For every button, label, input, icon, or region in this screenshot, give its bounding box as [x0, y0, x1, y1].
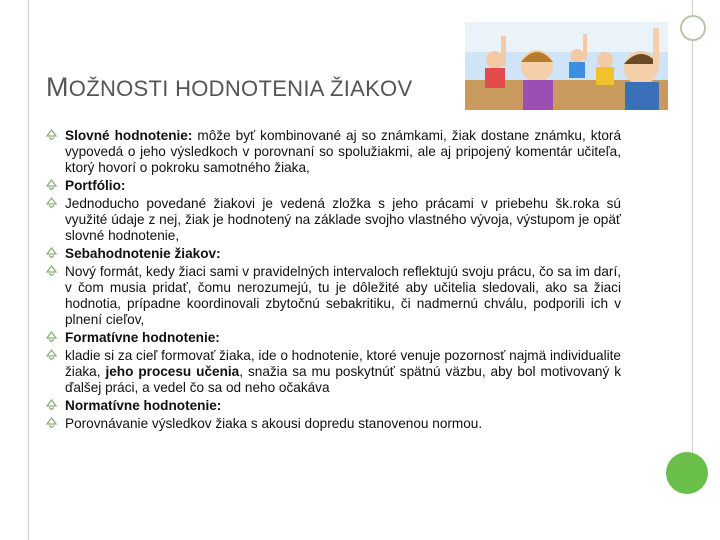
list-item — [46, 196, 621, 244]
bullet-icon — [46, 129, 57, 140]
decorative-circle-bottom — [666, 452, 708, 494]
list-item — [46, 178, 621, 194]
slide-frame-left — [28, 0, 29, 540]
bullet-icon — [46, 197, 57, 208]
slide-title: MOŽNOSTI HODNOTENIA ŽIAKOV — [46, 72, 413, 102]
bullet-icon — [46, 349, 57, 360]
item-term: Formatívne hodnotenie: — [65, 330, 220, 345]
slide-frame-right — [692, 0, 693, 478]
item-term: Sebahodnotenie žiakov: — [65, 246, 221, 261]
item-term: Slovné hodnotenie: — [65, 128, 193, 143]
list-item — [46, 264, 621, 328]
item-term: Portfólio: — [65, 178, 126, 193]
bullet-icon — [46, 417, 57, 428]
decorative-circle-top — [680, 15, 706, 41]
item-text: kladie si za cieľ formovať žiaka, ide o hodnotenie, ktoré venuje pozornosť najmä individualite žiaka, — [65, 348, 621, 379]
list-item — [46, 416, 621, 432]
bullet-list — [46, 128, 621, 434]
bullet-icon — [46, 399, 57, 410]
list-item — [46, 398, 621, 414]
item-text: môže byť kombinované aj so známkami, žiak dostane známku, ktorá vypovedá o jeho výsledkoch v porovnaní so spolužiakmi, ale aj pripojený komentár učiteľa, ktorý hovorí o pokroku samotného žiaka, — [65, 128, 621, 175]
list-item — [46, 246, 621, 262]
bullet-icon — [46, 247, 57, 258]
item-emphasis: jeho procesu učenia — [100, 364, 240, 379]
item-text-continued: , snažia sa mu poskytnúť spätnú väzbu, aby bol motivovaný k ďalšej práci, a vedel čo sa od neho očakáva — [65, 364, 621, 395]
item-text: Porovnávanie výsledkov žiaka s akousi dopredu stanovenou normou. — [65, 416, 483, 431]
item-term: Normatívne hodnotenie: — [65, 398, 222, 413]
list-item — [46, 348, 621, 396]
list-item — [46, 128, 621, 176]
item-text: Nový formát, kedy žiaci sami v pravidelných intervaloch reflektujú svoju prácu, čo sa im darí, v čom musia pridať, čomu nerozumejú, tu je dôležité aby učitelia sledovali, ako sa žiaci hodnotia, prípadne koordinovali zbytočnú sebakritiku, či nadmernú chválu, podporili ich v plnení cieľov, — [65, 264, 621, 327]
bullet-icon — [46, 179, 57, 190]
bullet-icon — [46, 331, 57, 342]
bullet-icon — [46, 265, 57, 276]
classroom-photo — [465, 22, 668, 110]
list-item — [46, 330, 621, 346]
item-text: Jednoducho povedané žiakovi je vedená zložka s jeho prácami v priebehu šk.roka sú využité údaje z nej, žiak je hodnotený na základe svojho vlastného vývoja, výstupom je opäť slovné hodnotenie, — [65, 196, 621, 243]
